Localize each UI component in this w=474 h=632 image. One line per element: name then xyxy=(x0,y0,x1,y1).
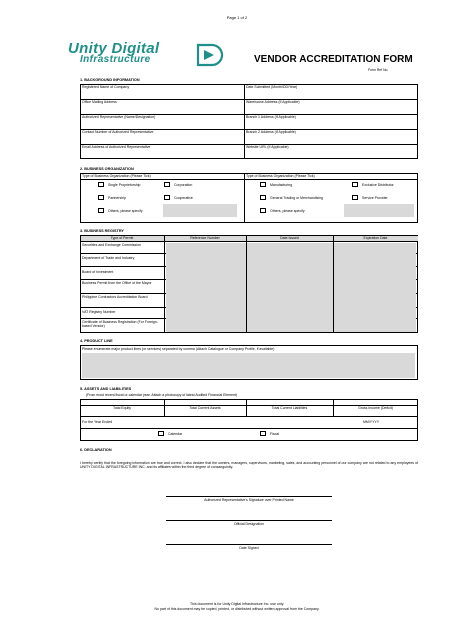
signature-caption: Authorized Representative's Signature over Printed Name xyxy=(204,498,294,502)
company-logo xyxy=(68,40,228,70)
bg-field-authorized-rep: Authorized Representative (Name/Designation) xyxy=(82,115,156,119)
bg-field-branch1: Branch 1 Address (If Applicable) xyxy=(246,115,296,119)
org-left-header: Type of Business Organization (Please Tick) xyxy=(82,174,151,178)
registry-row-pcab: Philippine Contractors Accreditation Board xyxy=(82,295,148,299)
registry-header-expiration: Expiration Date xyxy=(363,236,388,240)
page-number: Page 1 of 2 xyxy=(226,15,248,20)
registry-row-sec: Securities and Exchange Commission xyxy=(82,243,141,247)
checkbox-general-trading[interactable] xyxy=(260,195,266,200)
registry-row-vat: VAT Registry Number xyxy=(82,310,116,314)
footer-line2: No part of this document may be copied, printed, or distributed without written approval from the Company. xyxy=(154,607,320,611)
org-right-header: Type of Business Organization (Please Tick) xyxy=(246,174,315,178)
registry-row-cbr: Certificate of Business Registration (For Foreign-based Vendor) xyxy=(82,320,158,329)
logo-line1: Unity Digital xyxy=(68,40,160,57)
form-ref: Form Ref No. xyxy=(368,68,389,72)
opt-single-proprietorship: Single Proprietorship xyxy=(108,183,141,187)
declaration-text: I hereby certify that the foregoing information are true and correct. I also declare that the owners, managers, supervisors, marketing, sales, and accounting personnel of our company are not related to any employees of UNITY DIGITAL INFRASTRUCTURE INC. and its affiliates within the third degree of consanguinity. xyxy=(80,461,418,470)
checkbox-single-proprietorship[interactable] xyxy=(98,182,104,187)
checkbox-others-left[interactable] xyxy=(98,208,104,213)
opt-partnership: Partnership xyxy=(108,196,126,200)
product-line-instruction: Please enumerate major product lines (or services) separated by comma (Attach Catalogue or Company Profile, if available) xyxy=(82,347,275,351)
checkbox-corporation[interactable] xyxy=(164,182,170,187)
assets-header-gross-income: Gross Income (Deficit) xyxy=(358,406,393,410)
section-product-line-title: 4. PRODUCT LINE xyxy=(80,339,113,343)
registry-header-reference: Reference Number xyxy=(190,236,220,240)
footer-line1: This document is for Unity Digital Infrastructure Inc. use only. xyxy=(189,602,285,606)
registry-header-permit: Type of Permit xyxy=(110,236,134,240)
opt-corporation: Corporation xyxy=(174,183,193,187)
checkbox-partnership[interactable] xyxy=(98,195,104,200)
section-declaration-title: 6. DECLARATION xyxy=(80,448,112,452)
bg-field-website: Website URL (If Applicable) xyxy=(246,145,289,149)
checkbox-fiscal[interactable] xyxy=(260,431,266,436)
bg-field-office-address: Office Mailing Address xyxy=(82,100,117,104)
date-signed-line xyxy=(166,544,332,545)
checkbox-others-right[interactable] xyxy=(260,208,266,213)
section-organization-title: 2. BUSINESS ORGANIZATION xyxy=(80,167,134,171)
assets-header-equity: Total Equity xyxy=(112,406,132,410)
section-assets-title: 5. ASSETS AND LIABILITIES xyxy=(80,387,132,391)
logo-line2: Infrastructure xyxy=(80,54,151,65)
bg-field-warehouse: Warehouse Address (If Applicable) xyxy=(246,100,300,104)
assets-header-current-assets: Total Current Assets xyxy=(189,406,221,410)
opt-exclusive-distributor: Exclusive Distributor xyxy=(362,183,394,187)
opt-manufacturing: Manufacturing xyxy=(270,183,293,187)
checkbox-calendar[interactable] xyxy=(158,431,164,436)
others-right-field[interactable] xyxy=(344,204,414,217)
designation-caption: Official Designation xyxy=(233,522,265,526)
others-left-field[interactable] xyxy=(163,204,237,217)
registry-row-mayor-permit: Business Permit from the Office of the Mayor xyxy=(82,281,152,285)
bg-field-contact-number: Contact Number of Authorized Representative xyxy=(82,130,154,134)
checkbox-exclusive-distributor[interactable] xyxy=(352,182,358,187)
checkbox-service-provider[interactable] xyxy=(352,195,358,200)
assets-mmyyyy-label: MM/YYYY xyxy=(363,420,380,424)
section-background-title: 1. BACKGROUND INFORMATION xyxy=(80,78,140,82)
date-signed-caption: Date Signed xyxy=(239,546,259,550)
registry-fill-area[interactable] xyxy=(166,243,416,332)
checkbox-cooperative[interactable] xyxy=(164,195,170,200)
opt-others-left: Others, please specify xyxy=(108,209,143,213)
designation-line xyxy=(166,520,332,521)
assets-year-ended-label: For the Year Ended xyxy=(82,420,113,424)
signature-line xyxy=(166,496,332,497)
registry-row-boi: Board of Investment xyxy=(82,270,114,274)
registry-header-date-issued: Date Issued xyxy=(280,236,299,240)
bg-field-date-submitted: Date Submitted (Month/DD/Year) xyxy=(246,85,298,89)
opt-calendar: Calendar xyxy=(168,432,183,436)
opt-general-trading: General Trading or Merchandising xyxy=(270,196,323,200)
opt-service-provider: Service Provider xyxy=(362,196,388,200)
registry-row-dti: Department of Trade and Industry xyxy=(82,256,135,260)
checkbox-manufacturing[interactable] xyxy=(260,182,266,187)
product-line-field[interactable] xyxy=(82,353,415,378)
opt-fiscal: Fiscal xyxy=(270,432,280,436)
opt-cooperative: Cooperative xyxy=(174,196,193,200)
bg-field-company-name: Registered Name of Company xyxy=(82,85,130,89)
logo-mark-icon xyxy=(196,43,228,67)
assets-note: (From most recent fiscal or calendar year. Attach a photocopy of latest Audited Financial Element) xyxy=(86,393,238,397)
bg-field-email: Email Address of Authorized Representative xyxy=(82,145,151,149)
bg-field-branch2: Branch 2 Address (If Applicable) xyxy=(246,130,296,134)
form-title: VENDOR ACCREDITATION FORM xyxy=(254,54,413,65)
assets-header-current-liabilities: Total Current Liabilities xyxy=(271,406,308,410)
opt-others-right: Others, please specify xyxy=(270,209,305,213)
section-registry-title: 3. BUSINESS REGISTRY xyxy=(80,229,124,233)
